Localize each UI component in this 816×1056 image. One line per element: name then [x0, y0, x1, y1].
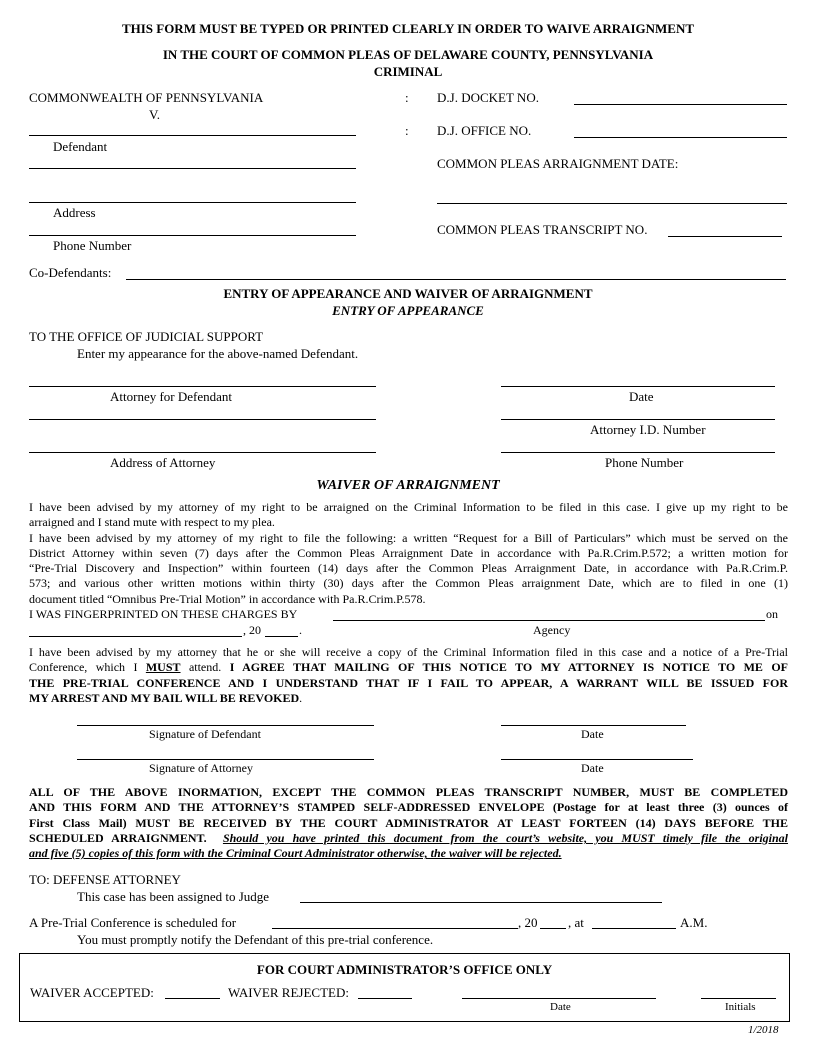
instructions-line: First Class Mail) MUST BE RECEIVED BY THE COURT ADMINISTRATOR AT LEAST FORTEEN (14) DAYS BEFORE THE: [29, 815, 788, 830]
waiver-rejected-field[interactable]: [358, 998, 412, 999]
pretrial-am-label: A.M.: [680, 915, 708, 930]
instructions-line: and five (5) copies of this form with the Criminal Court Administrator otherwise, the waiver will be rejected.: [29, 846, 562, 861]
attorney-phone-field[interactable]: [501, 452, 775, 453]
entry-date-label: Date: [629, 389, 654, 404]
entry-date-field[interactable]: [501, 386, 775, 387]
attorney-address-field[interactable]: [29, 452, 376, 453]
waiver-p2-line: I have been advised by my attorney that he or she will receive a copy of the Criminal Information filed in this case and a notice of a Pre-Trial: [29, 645, 788, 659]
fingerprint-period: .: [299, 623, 302, 637]
instructions-line: AND THIS FORM AND THE ATTORNEY’S STAMPED SELF-ADDRESSED ENVELOPE (Postage for at least three (3) ounces of: [29, 800, 788, 815]
waiver-p1-line: I have been advised by my attorney of my right to file the following: a written “Request for a Bill of Particulars” which must be served on the: [29, 530, 788, 545]
attorney-signature-field[interactable]: [29, 386, 376, 387]
fingerprinted-label: I WAS FINGERPRINTED ON THESE CHARGES BY: [29, 607, 298, 621]
admin-initials-field[interactable]: [701, 998, 776, 999]
entry-to-label: TO THE OFFICE OF JUDICIAL SUPPORT: [29, 329, 264, 344]
attorney-for-defendant-label: Attorney for Defendant: [110, 389, 233, 404]
waiver-title: WAIVER OF ARRAIGNMENT: [316, 478, 500, 493]
notify-defendant-text: You must promptly notify the Defendant of this pre-trial conference.: [77, 932, 434, 947]
defendant-label: Defendant: [53, 139, 108, 154]
pretrial-year-field[interactable]: [540, 928, 566, 929]
waiver-accepted-field[interactable]: [165, 998, 220, 999]
attorney-waiver-date-label: Date: [581, 761, 604, 775]
entry-subtitle: ENTRY OF APPEARANCE: [332, 303, 484, 318]
attorney-id-label: Attorney I.D. Number: [590, 422, 706, 437]
pretrial-year-prefix: , 20: [518, 915, 538, 930]
agency-label: Agency: [533, 623, 571, 637]
caption-colon-1: :: [405, 90, 409, 105]
commonwealth-label: COMMONWEALTH OF PENNSYLVANIA: [29, 90, 264, 105]
must-emphasis: MUST: [145, 660, 181, 675]
entry-title: ENTRY OF APPEARANCE AND WAIVER OF ARRAIGNMENT: [223, 286, 593, 301]
defendant-signature-date-field[interactable]: [501, 725, 686, 726]
pretrial-label: A Pre-Trial Conference is scheduled for: [29, 915, 237, 930]
defendant-address-field-1[interactable]: [29, 168, 356, 169]
transcript-field[interactable]: [668, 236, 782, 237]
defendant-signature-date-label: Date: [581, 727, 604, 741]
dj-docket-label: D.J. DOCKET NO.: [437, 90, 539, 105]
waiver-p1-line: “Pre-Trial Discovery and Inspection” within fourteen (14) days after the Common Pleas Arraignment Date, in accordance with Pa.R.Crim.P.: [29, 561, 788, 576]
waiver-p2-line: THE PRE-TRIAL CONFERENCE AND I UNDERSTAND THAT IF I FAIL TO APPEAR, A WARRANT WILL BE ISSUED FOR: [29, 675, 788, 690]
waiver-p1-line: District Attorney within seven (7) days after the Common Pleas Arraignment Date in accordance with Pa.R.Crim.P.572; a written motion for: [29, 545, 788, 560]
revision-date: 1/2018: [748, 1024, 779, 1036]
attorney-phone-label: Phone Number: [605, 455, 684, 470]
waiver-p1-line: 573; and various other written motions within thirty (30) days after the Common Pleas arraignment Date, which are to filed in one (1): [29, 576, 788, 591]
waiver-paragraph-2: [29, 645, 788, 706]
attorney-waiver-signature-field[interactable]: [77, 759, 374, 760]
defendant-signature-label: Signature of Defendant: [149, 727, 261, 741]
assigned-judge-label: This case has been assigned to Judge: [77, 889, 270, 904]
form-notice: THIS FORM MUST BE TYPED OR PRINTED CLEARLY IN ORDER TO WAIVE ARRAIGNMENT: [121, 21, 695, 36]
arraignment-date-field[interactable]: [437, 203, 787, 204]
transcript-label: COMMON PLEAS TRANSCRIPT NO.: [437, 222, 648, 237]
admin-date-field[interactable]: [462, 998, 656, 999]
waiver-rejected-label: WAIVER REJECTED:: [228, 985, 349, 1000]
fingerprint-year-prefix: , 20: [243, 623, 261, 637]
waiver-p2-line: Conference, which I MUST attend. I AGREE THAT MAILING OF THIS NOTICE TO MY ATTORNEY IS NOTICE TO ME OF: [29, 660, 789, 675]
waiver-p1-line: I have been advised by my attorney of my right to be arraigned on the Criminal Information to be filed in this case. I give up my right to be: [29, 500, 788, 514]
instructions-line: SCHEDULED ARRAIGNMENT. Should you have printed this document from the court’s website, you MUST timely file the original: [29, 830, 789, 845]
instructions-line: ALL OF THE ABOVE INORMATION, EXCEPT THE COMMON PLEAS TRANSCRIPT NUMBER, MUST BE COMPLETED: [29, 785, 788, 799]
waiver-p1-line: document titled “Omnibus Pre-Trial Motion” in accordance with Pa.R.Crim.P.578.: [29, 591, 426, 606]
pretrial-at-label: , at: [568, 915, 584, 930]
defendant-phone-field[interactable]: [29, 235, 356, 236]
admin-date-label: Date: [550, 1001, 571, 1013]
defendant-name-field[interactable]: [29, 135, 356, 136]
defendant-signature-field[interactable]: [77, 725, 374, 726]
arraignment-date-label: COMMON PLEAS ARRAIGNMENT DATE:: [437, 156, 679, 171]
dj-docket-field[interactable]: [574, 104, 787, 105]
dj-office-label: D.J. OFFICE NO.: [437, 123, 532, 138]
instructions-block: [29, 785, 788, 861]
attorney-address-label: Address of Attorney: [110, 455, 216, 470]
court-admin-title: FOR COURT ADMINISTRATOR’S OFFICE ONLY: [256, 962, 553, 977]
waiver-paragraph-1: [29, 500, 788, 607]
phone-label: Phone Number: [53, 238, 132, 253]
attorney-waiver-date-field[interactable]: [501, 759, 693, 760]
admin-initials-label: Initials: [725, 1001, 756, 1013]
attorney-name-field[interactable]: [29, 419, 376, 420]
entry-enter-text: Enter my appearance for the above-named Defendant.: [77, 346, 359, 361]
waiver-accepted-label: WAIVER ACCEPTED:: [30, 985, 154, 1000]
fingerprinted-on-label: on: [766, 607, 778, 621]
caption-colon-2: :: [405, 123, 409, 138]
notice-to-label: TO: DEFENSE ATTORNEY: [29, 872, 181, 887]
waiver-p2-line: MY ARREST AND MY BAIL WILL BE REVOKED.: [29, 690, 303, 705]
court-name: IN THE COURT OF COMMON PLEAS OF DELAWARE COUNTY, PENNSYLVANIA: [162, 47, 654, 62]
attorney-waiver-signature-label: Signature of Attorney: [149, 761, 253, 775]
judge-field[interactable]: [300, 902, 662, 903]
fingerprint-date-field[interactable]: [29, 636, 242, 637]
fingerprint-year-field[interactable]: [265, 636, 298, 637]
fingerprinted-by-field[interactable]: [333, 620, 765, 621]
codefendants-label: Co-Defendants:: [29, 265, 112, 280]
pretrial-time-field[interactable]: [592, 928, 676, 929]
versus-label: V.: [149, 107, 160, 122]
address-label: Address: [53, 205, 96, 220]
court-division: CRIMINAL: [373, 64, 443, 79]
waiver-p1-line: arraigned and I stand mute with respect to my plea.: [29, 515, 275, 530]
codefendants-field[interactable]: [126, 279, 786, 280]
pretrial-date-field[interactable]: [272, 928, 518, 929]
dj-office-field[interactable]: [574, 137, 787, 138]
attorney-id-field[interactable]: [501, 419, 775, 420]
defendant-address-field-2[interactable]: [29, 202, 356, 203]
